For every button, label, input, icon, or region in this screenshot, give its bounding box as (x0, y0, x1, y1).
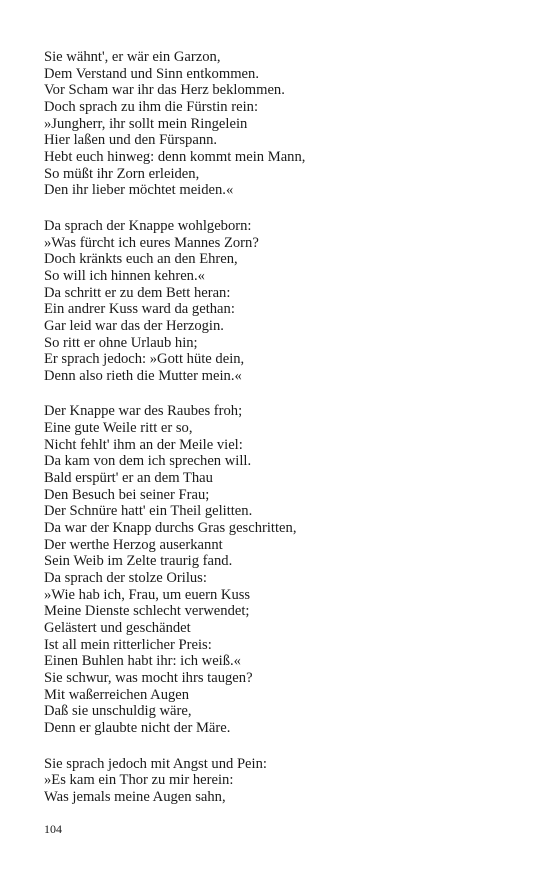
verse-line: Den Besuch bei seiner Frau; (44, 486, 210, 503)
verse-line: Da sprach der Knappe wohlgeborn: (44, 217, 252, 234)
verse-line: Hier laßen und den Fürspann. (44, 132, 218, 149)
verse-line: So ritt er ohne Urlaub hin; (44, 334, 198, 351)
verse-line: »Es kam ein Thor zu mir herein: (44, 772, 234, 789)
verse-line: Vor Scham war ihr das Herz beklommen. (44, 82, 285, 99)
poem-text (44, 49, 514, 825)
verse-line: Eine gute Weile ritt er so, (44, 420, 193, 437)
verse-line: Hebt euch hinweg: denn kommt mein Mann, (44, 148, 306, 165)
verse-line: So müßt ihr Zorn erleiden, (44, 165, 200, 182)
verse-line: »Wie hab ich, Frau, um euern Kuss (44, 586, 251, 603)
page-number: 104 (44, 822, 62, 836)
verse-line: Den ihr lieber möchtet meiden.« (44, 182, 234, 199)
verse-line: Sein Weib im Zelte traurig fand. (44, 553, 233, 570)
stanza (44, 49, 514, 199)
stanza (44, 756, 514, 806)
verse-line: Dem Verstand und Sinn entkommen. (44, 65, 259, 82)
verse-line: Da sprach der stolze Orilus: (44, 570, 207, 587)
verse-line: Gelästert und geschändet (44, 620, 191, 636)
verse-line: Gar leid war das der Herzogin. (44, 317, 224, 334)
stanza (44, 403, 514, 736)
verse-line: Ist all mein ritterlicher Preis: (44, 636, 212, 653)
verse-line: Meine Dienste schlecht verwendet; (44, 603, 250, 620)
verse-line: Bald erspürt' er an dem Thau (44, 470, 213, 487)
verse-line: Einen Buhlen habt ihr: ich weiß.« (44, 653, 241, 670)
verse-line: Was jemals meine Augen sahn, (44, 788, 226, 805)
verse-line: Ein andrer Kuss ward da gethan: (44, 301, 235, 318)
verse-line: Denn er glaubte nicht der Märe. (44, 719, 231, 736)
verse-line: Doch sprach zu ihm die Fürstin rein: (44, 98, 258, 115)
verse-line: Da schritt er zu dem Bett heran: (44, 284, 231, 301)
verse-line: »Was fürcht ich eures Mannes Zorn? (44, 234, 259, 251)
verse-line: Denn also rieth die Mutter mein.« (44, 367, 242, 384)
verse-line: Sie sprach jedoch mit Angst und Pein: (44, 755, 267, 772)
verse-line: Der Schnüre hatt' ein Theil gelitten. (44, 503, 253, 520)
verse-line: Sie wähnt', er wär ein Garzon, (44, 49, 221, 65)
stanza (44, 218, 514, 385)
verse-line: Der Knappe war des Raubes froh; (44, 403, 243, 420)
verse-line: Da war der Knapp durchs Gras geschritten, (44, 520, 297, 537)
verse-line: Doch kränkts euch an den Ehren, (44, 251, 238, 268)
verse-line: Der werthe Herzog auserkannt (44, 536, 223, 553)
verse-line: Er sprach jedoch: »Gott hüte dein, (44, 351, 245, 368)
verse-line: Da kam von dem ich sprechen will. (44, 453, 252, 470)
verse-line: »Jungherr, ihr sollt mein Ringelein (44, 115, 248, 132)
verse-line: So will ich hinnen kehren.« (44, 267, 205, 284)
verse-line: Nicht fehlt' ihm an der Meile viel: (44, 436, 243, 453)
verse-line: Sie schwur, was mocht ihrs taugen? (44, 669, 253, 686)
verse-line: Mit waßerreichen Augen (44, 686, 190, 703)
verse-line: Daß sie unschuldig wäre, (44, 703, 192, 720)
